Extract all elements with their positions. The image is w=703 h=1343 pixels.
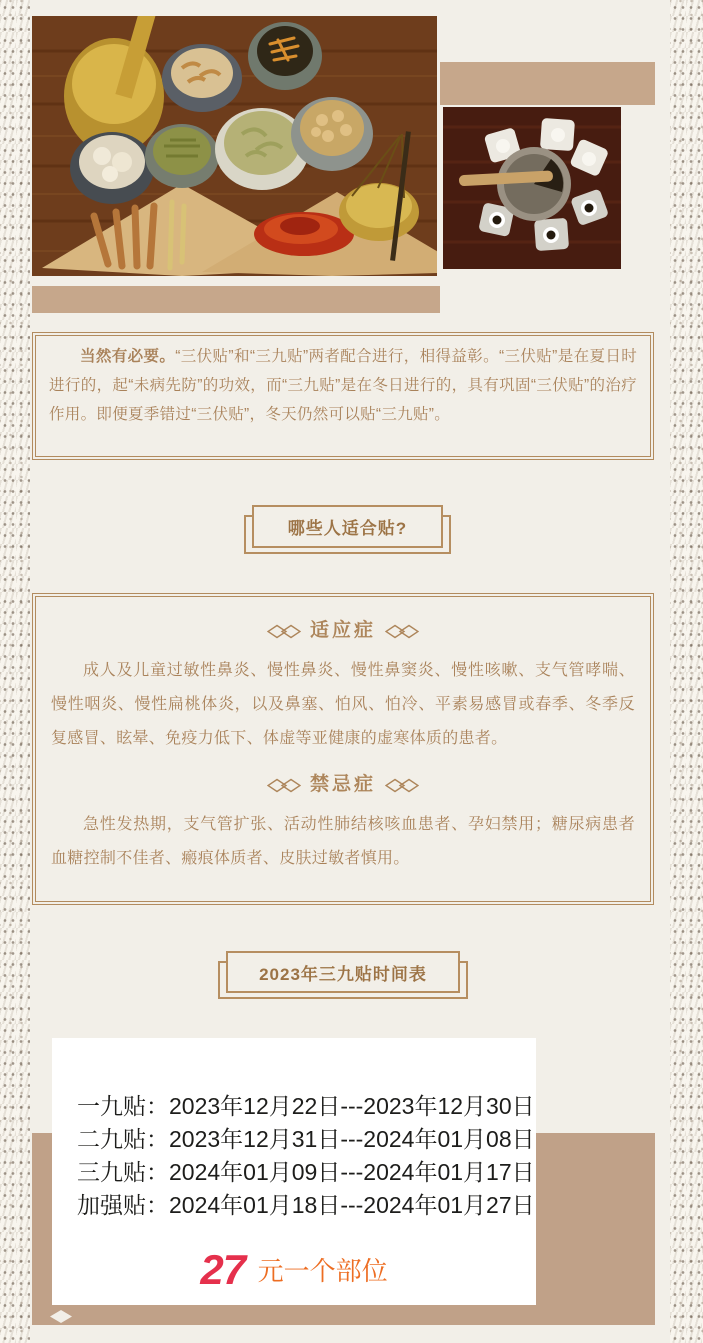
double-diamond-icon xyxy=(267,778,301,793)
intro-paragraph xyxy=(49,342,637,429)
indications-title: 适应症 xyxy=(309,620,376,641)
schedule-row: 二九贴：2023年12月31日---2024年01月08日 xyxy=(77,1126,535,1152)
contraindications-heading xyxy=(51,768,635,802)
who-fits-label: 哪些人适合贴? xyxy=(287,519,408,538)
left-border-pattern xyxy=(0,0,30,1343)
schedule-card xyxy=(52,1038,536,1305)
intro-lead: 当然有必要。 xyxy=(80,348,176,365)
schedule-label: 2023年三九贴时间表 xyxy=(259,964,427,984)
contraindications-text: 急性发热期，支气管扩张、活动性肺结核咳血患者、孕妇禁用；糖尿病患者血糖控制不佳者、瘢痕体质者、皮肤过敏者慎用。 xyxy=(51,816,635,867)
who-fits-button[interactable] xyxy=(252,505,443,548)
double-diamond-icon xyxy=(385,624,419,639)
schedule-button[interactable] xyxy=(226,951,460,993)
button-face[interactable] xyxy=(226,951,460,993)
price-unit: 元一个部位 xyxy=(257,1256,388,1286)
schedule-row: 三九贴：2024年01月09日---2024年01月17日 xyxy=(77,1159,535,1185)
plaster-photo[interactable] xyxy=(443,107,621,269)
price-line xyxy=(52,1246,536,1294)
contraindications-title: 禁忌症 xyxy=(309,774,376,795)
accent-bar-bottom xyxy=(32,286,440,313)
schedule-row: 一九贴：2023年12月22日---2023年12月30日 xyxy=(77,1093,535,1119)
double-diamond-icon xyxy=(267,624,301,639)
accent-bar-top xyxy=(440,62,655,105)
schedule-row: 加强贴：2024年01月18日---2024年01月27日 xyxy=(77,1192,535,1218)
indications-text: 成人及儿童过敏性鼻炎、慢性鼻炎、慢性鼻窦炎、慢性咳嗽、支气管哮喘、慢性咽炎、慢性扁桃体炎，以及鼻塞、怕风、怕冷、平素易感冒或春季、冬季反复感冒、眩晕、免疫力低下、体虚等亚健康的虚寒体质的患者。 xyxy=(51,662,635,747)
double-diamond-icon xyxy=(385,778,419,793)
intro-box xyxy=(32,332,654,460)
indications-box xyxy=(32,593,654,905)
indications-heading xyxy=(51,614,635,648)
right-border-pattern xyxy=(670,0,703,1343)
price-amount: 27 xyxy=(200,1246,246,1293)
button-face[interactable] xyxy=(252,505,443,548)
herbs-photo[interactable] xyxy=(32,16,437,276)
intro-body: “三伏贴”和“三九贴”两者配合进行，相得益彰。“三伏贴”是在夏日时进行的，起“未病先防”的功效，而“三九贴”是在冬日进行的，具有巩固“三伏贴”的治疗作用。即便夏季错过“三伏贴”，冬天仍然可以贴“三九贴”。 xyxy=(49,348,637,423)
